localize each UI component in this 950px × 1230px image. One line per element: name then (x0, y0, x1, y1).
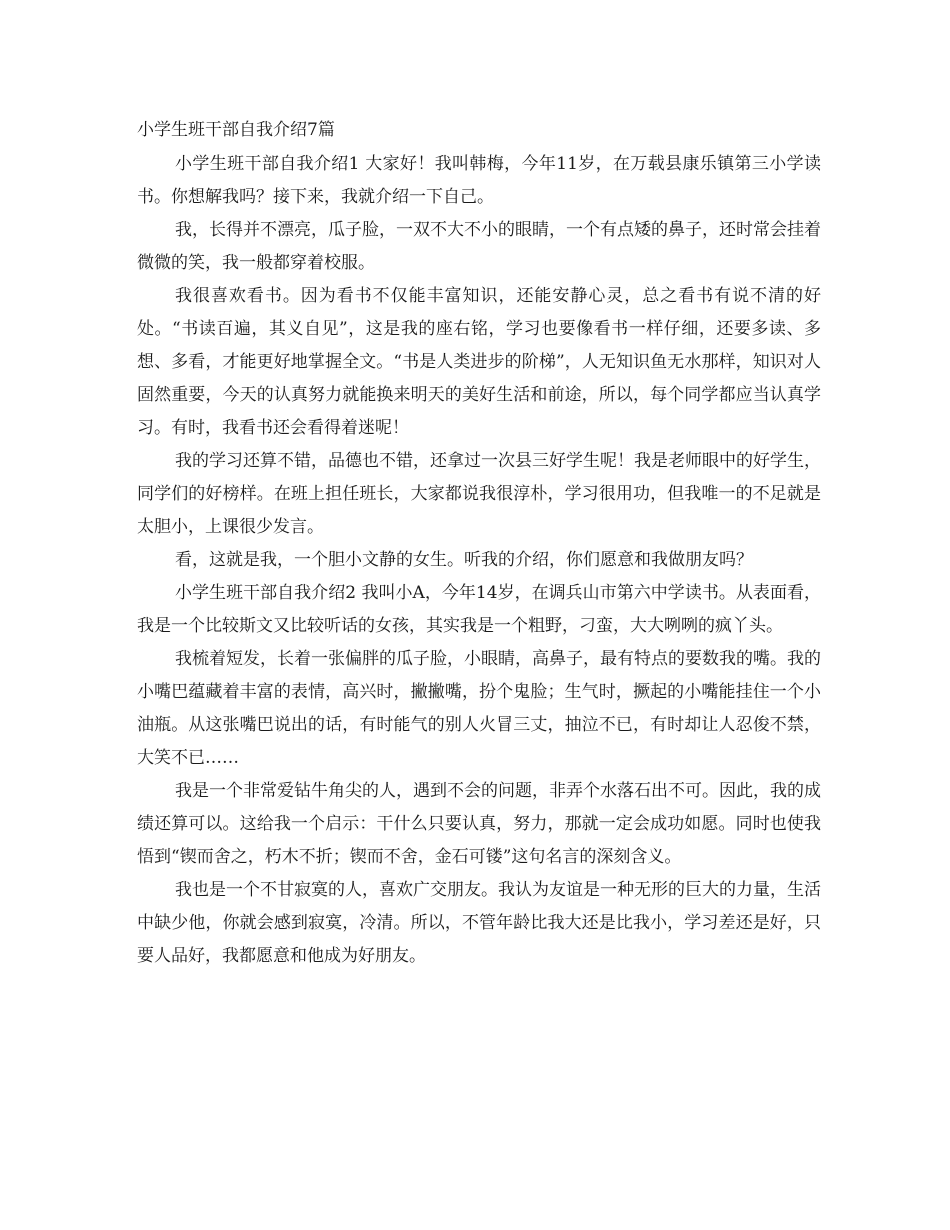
paragraph: 看，这就是我，一个胆小文静的女生。听我的介绍，你们愿意和我做朋友吗？ (175, 550, 753, 570)
paragraph: 小学生班干部自我介绍2 我叫小A，今年14岁，在调兵山市第六中学读书。从表面看，我是一个比较斯文又比较听话的女孩，其实我是一个粗野，刁蛮，大大咧咧的疯丫头。 (137, 583, 821, 636)
paragraph: 我的学习还算不错，品德也不错，还拿过一次县三好学生呢！我是老师眼中的好学生，同学们的好榜样。在班上担任班长，大家都说我很淳朴，学习很用功，但我唯一的不足就是太胆小，上课很少发言。 (137, 451, 821, 537)
paragraph: 我也是一个不甘寂寞的人，喜欢广交朋友。我认为友谊是一种无形的巨大的力量，生活中缺少他，你就会感到寂寞，冷清。所以，不管年龄比我大还是比我小，学习差还是好，只要人品好，我都愿意和他成为好朋友。 (137, 880, 821, 966)
document-title: 小学生班干部自我介绍7篇 (137, 120, 335, 140)
document-body (137, 116, 821, 973)
paragraph: 我，长得并不漂亮，瓜子脸，一双不大不小的眼睛，一个有点矮的鼻子，还时常会挂着微微的笑，我一般都穿着校服。 (137, 220, 821, 273)
paragraph: 我梳着短发，长着一张偏胖的瓜子脸，小眼睛，高鼻子，最有特点的要数我的嘴。我的小嘴巴蕴藏着丰富的表情，高兴时，撇撇嘴，扮个鬼脸；生气时，撅起的小嘴能挂住一个小油瓶。从这张嘴巴说出的话，有时能气的别人火冒三丈，抽泣不已，有时却让人忍俊不禁，大笑不已…… (137, 649, 821, 768)
paragraph: 我很喜欢看书。因为看书不仅能丰富知识，还能安静心灵，总之看书有说不清的好处。“书读百遍，其义自见”，这是我的座右铭，学习也要像看书一样仔细，还要多读、多想、多看，才能更好地掌握全文。“书是人类进步的阶梯”，人无知识鱼无水那样，知识对人固然重要，今天的认真努力就能换来明天的美好生活和前途，所以，每个同学都应当认真学习。有时，我看书还会看得着迷呢！ (137, 286, 821, 438)
paragraph: 我是一个非常爱钻牛角尖的人，遇到不会的问题，非弄个水落石出不可。因此，我的成绩还算可以。这给我一个启示：干什么只要认真，努力，那就一定会成功如愿。同时也使我悟到“锲而舍之，朽木不折；锲而不舍，金石可镂”这句名言的深刻含义。 (137, 781, 821, 867)
paragraph: 小学生班干部自我介绍1 大家好！我叫韩梅，今年11岁，在万载县康乐镇第三小学读书。你想解我吗？接下来，我就介绍一下自己。 (137, 154, 821, 207)
